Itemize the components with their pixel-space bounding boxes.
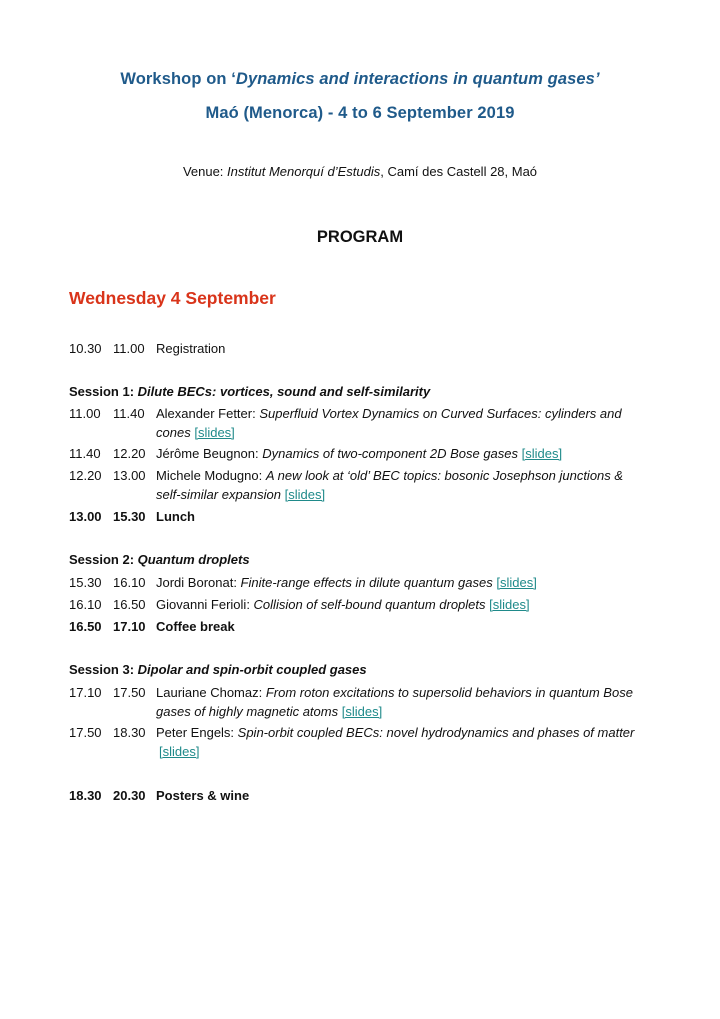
session-3-heading: Session 3: Dipolar and spin-orbit coupled gases <box>69 662 367 677</box>
speaker-name: Alexander Fetter: <box>156 406 260 421</box>
slides-link[interactable]: [slides] <box>159 744 200 759</box>
speaker-name: Giovanni Ferioli: <box>156 597 254 612</box>
talk-title: Collision of self-bound quantum droplets <box>253 597 486 612</box>
talk-title: From roton excitations to supersolid behaviors in quantum Bose <box>265 685 633 700</box>
slides-link[interactable]: [slides] <box>521 446 563 461</box>
slides-link[interactable]: [slides] <box>489 597 530 612</box>
speaker-name: Michele Modugno: <box>156 468 266 483</box>
program-page: Workshop on ‘Dynamics and interactions in quantum gases’ Maó (Menorca) - 4 to 6 September 2019 Venue: Institut Menorquí d’Estudis, Camí des Castell 28, Maó PROGRAM Wednesday 4 September 10.30 11.00 Registration Session 1: Dilute BECs: vortices, sound and self-similarity 11.00 11.40 Alexander Fetter: Superfluid Vortex Dynamics on Curved Surfaces: cylinders and cones [slides] 11.40 12.20 Jérôme Beugnon: Dynamics of two-component 2D Bose gases [slides] 12.20 13.00 Michele Modugno: A new look at ‘old’ BEC topics: bosonic Josephson junctions & self-similar expansion [slides] 13.00 15.30 Lunch Session 2: Quantum droplets 15.30 16.10 Jordi Boronat: Finite-range effects in dilute quantum gases [slides] 16.10 16.50 Giovanni Ferioli: Collision of self-bound quantum droplets [slides] 16.50 17.10 Coffee break Session 3: Dipolar and spin-orbit coupled gases 17.10 17.50 Lauriane Chomaz: From roton excitations to supersolid behaviors in quantum Bose gases of highly magnetic atoms [slides] 17.50 18.30 Peter Engels: Spin-orbit coupled BECs: novel hydrodynamics and phases of matter [slides] 18.30 20.30 Posters & wine <box>0 0 720 1019</box>
slides-link[interactable]: [slides] <box>284 487 326 502</box>
slides-link[interactable]: [slides] <box>341 704 383 719</box>
speaker-name: Peter Engels: <box>156 725 238 740</box>
talk-title: Finite-range effects in dilute quantum gases <box>240 575 493 590</box>
speaker-name: Lauriane Chomaz: <box>156 685 266 700</box>
workshop-title: Workshop on ‘Dynamics and interactions in quantum gases’ <box>120 70 600 88</box>
slides-link[interactable]: [slides] <box>194 425 235 440</box>
program-heading: PROGRAM <box>316 228 404 246</box>
talk-title: Spin-orbit coupled BECs: novel hydrodynamics and phases of matter <box>237 725 635 740</box>
talk-title: self-similar expansion <box>156 487 281 502</box>
talk-title: gases of highly magnetic atoms <box>156 704 339 719</box>
session-1-heading: Session 1: Dilute BECs: vortices, sound and self-similarity <box>69 384 431 399</box>
workshop-subtitle: Maó (Menorca) - 4 to 6 September 2019 <box>205 104 515 122</box>
slides-link[interactable]: [slides] <box>496 575 537 590</box>
speaker-name: Jordi Boronat: <box>156 575 241 590</box>
talk-title: A new look at ‘old’ BEC topics: bosonic Josephson junctions & <box>265 468 624 483</box>
session-2-heading: Session 2: Quantum droplets <box>69 552 250 567</box>
venue-line: Venue: Institut Menorquí d’Estudis, Camí des Castell 28, Maó <box>182 164 538 179</box>
speaker-name: Jérôme Beugnon: <box>156 446 263 461</box>
day-title: Wednesday 4 September <box>69 288 276 308</box>
talk-title: Dynamics of two-component 2D Bose gases <box>262 446 519 461</box>
talk-title: cones <box>156 425 191 440</box>
talk-title: Superfluid Vortex Dynamics on Curved Surfaces: cylinders and <box>259 406 622 421</box>
